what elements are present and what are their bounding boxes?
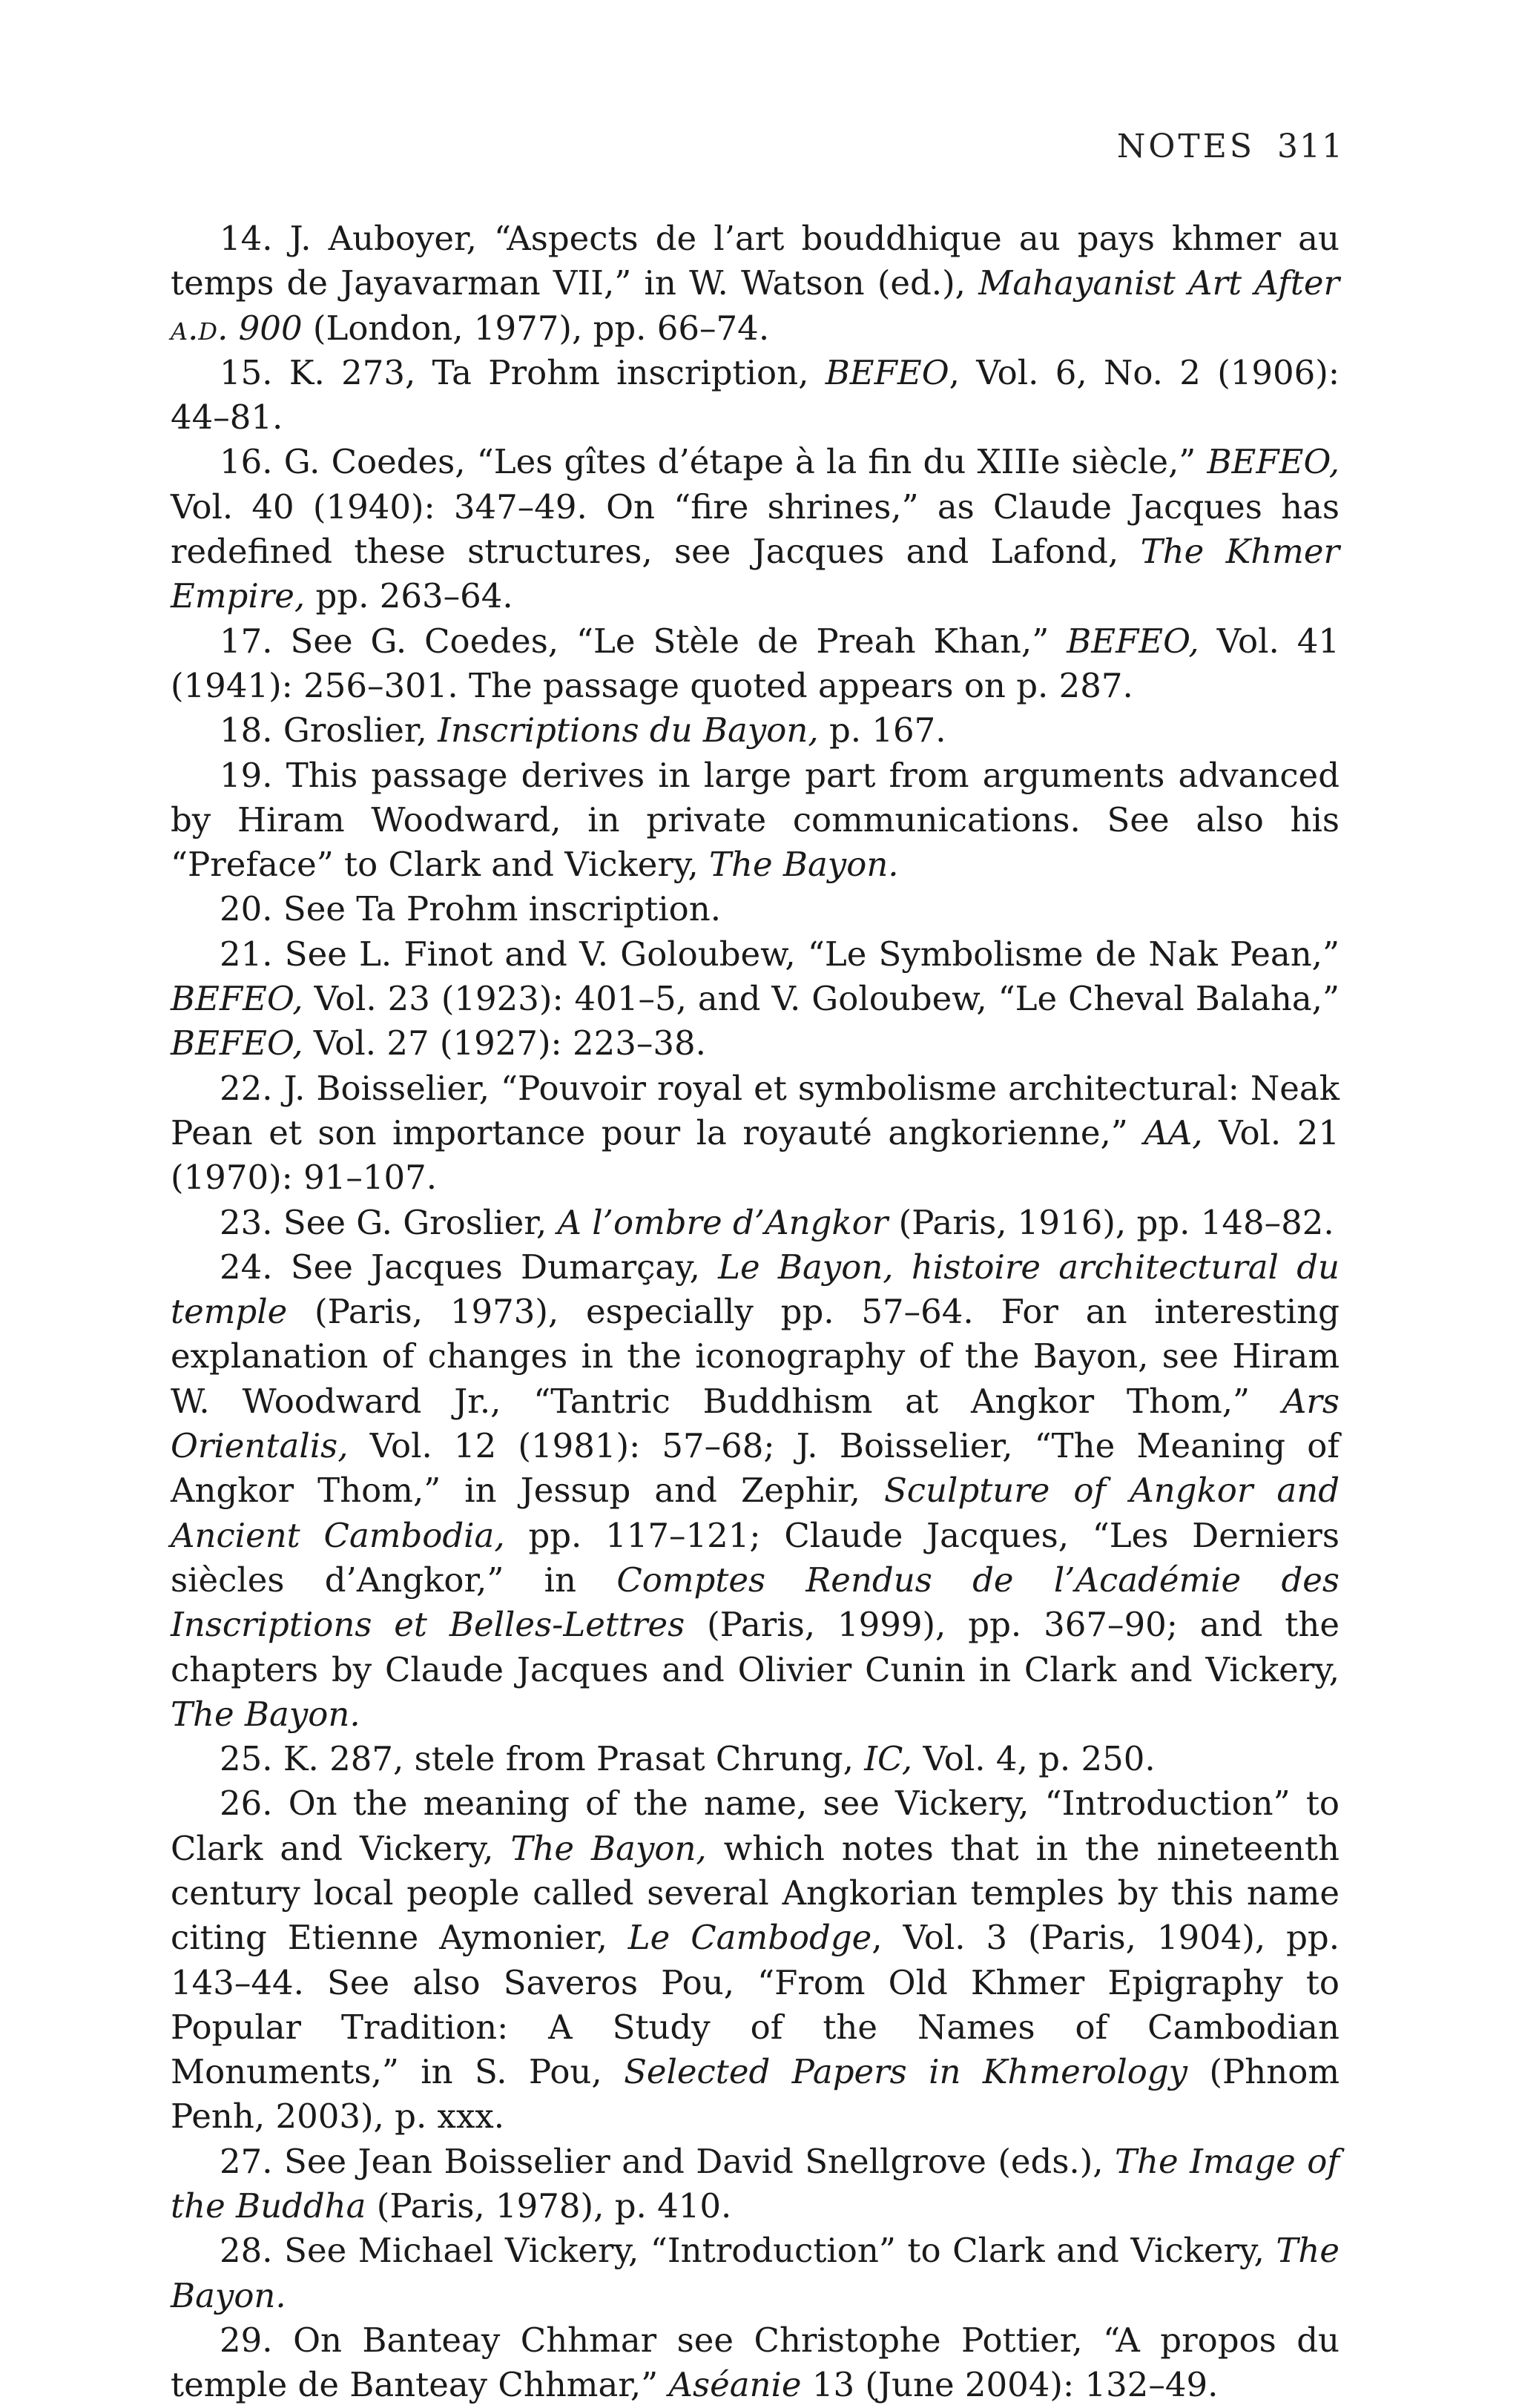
- endnote-text: , Vol. 3 (Paris, 1904), pp. 143–44. See also Saveros Pou, “From Old Khmer Epigraphy to Popular Tradition: A Study of the Names of Cambodian Monuments,” in S. Pou,: [171, 1918, 1340, 2092]
- endnote-text: (Paris, 1916), pp. 148–82.: [888, 1202, 1334, 1242]
- endnote-number: 28.: [220, 2231, 285, 2271]
- endnote-text: Vol. 4, p. 250.: [912, 1739, 1156, 1779]
- endnote-text: (Phnom Penh, 2003), p. xxx.: [171, 2052, 1340, 2137]
- endnote-number: 16.: [220, 442, 284, 482]
- endnote-text: Vol. 12 (1981): 57–68; J. Boisselier, “The Meaning of Angkor Thom,” in Jessup and Zephir,: [171, 1426, 1340, 1511]
- endnote-title-text: a.d.: [171, 308, 228, 348]
- endnote-number: 19.: [220, 755, 286, 795]
- endnote-text: 13 (June 2004): 132–49.: [801, 2365, 1219, 2405]
- endnote-title-text: Comptes Rendus de l’Académie des Inscriptions et Belles-Lettres: [171, 1560, 1340, 1645]
- endnote-number: 14.: [220, 219, 290, 258]
- endnote-text: See G. Coedes, “Le Stèle de Preah Khan,”: [290, 621, 1067, 661]
- endnote-title-text: BEFEO,: [1067, 621, 1199, 661]
- endnote: [171, 932, 1340, 1066]
- endnote-title-text: Selected Papers in Khmerology: [624, 2052, 1188, 2092]
- endnote-text: G. Coedes, “Les gîtes d’étape à la fin du XIIIe siècle,”: [283, 442, 1207, 482]
- endnote-text: On Banteay Chhmar see Christophe Pottier, “A propos du temple de Banteay Chhmar,”: [171, 2320, 1340, 2405]
- endnote-text: See Ta Prohm inscription.: [283, 889, 721, 929]
- endnote-text: p. 167.: [818, 710, 946, 751]
- endnote-text: Vol. 40 (1940): 347–49. On “fire shrines,” as Claude Jacques has redefined these structures, see Jacques and Lafond,: [171, 486, 1340, 572]
- endnote-title-text: The Bayon.: [708, 845, 899, 885]
- endnote-number: 27.: [220, 2141, 285, 2181]
- endnote-text: Vol. 27 (1927): 223–38.: [303, 1023, 706, 1063]
- endnote-title-text: Ars Orientalis,: [171, 1381, 1340, 1466]
- endnote-title-text: Sculpture of Angkor and Ancient Cambodia,: [171, 1471, 1340, 1555]
- endnote-number: 29.: [220, 2320, 294, 2360]
- endnote-text: (Paris, 1973), especially pp. 57–64. For an interesting explanation of changes in the iconography of the Bayon, see Hiram W. Woodward Jr., “Tantric Buddhism at Angkor Thom,”: [171, 1292, 1340, 1421]
- endnotes-list: [171, 217, 1340, 2408]
- endnote-title-text: BEFEO,: [171, 1023, 303, 1063]
- endnote-title-text: Le Bayon, histoire architectural du temple: [171, 1247, 1340, 1332]
- endnote-text: See G. Groslier,: [283, 1202, 558, 1242]
- endnote: [171, 2140, 1340, 2229]
- endnote-title-text: The Image of the Buddha: [171, 2141, 1340, 2226]
- endnote-text: K. 273, Ta Prohm inscription,: [289, 352, 826, 392]
- endnote-title-text: BEFEO,: [1207, 442, 1340, 482]
- page-number: 311: [1277, 128, 1344, 165]
- endnote-title-text: The Bayon.: [171, 2231, 1340, 2315]
- endnote-text: See Jacques Dumarçay,: [290, 1247, 719, 1287]
- endnote-text: Vol. 41 (1941): 256–301. The passage quoted appears on p. 287.: [171, 621, 1340, 705]
- endnote-text: (Paris, 1999), pp. 367–90; and the chapters by Claude Jacques and Olivier Cunin in Clark and Vickery,: [171, 1605, 1340, 1689]
- endnote-title-text: Mahayanist Art After: [978, 263, 1340, 303]
- endnote-text: On the meaning of the name, see Vickery, “Introduction” to Clark and Vickery,: [171, 1784, 1340, 1868]
- endnote-number: 15.: [220, 352, 289, 392]
- endnote-text: J. Boisselier, “Pouvoir royal et symbolisme architectural: Neak Pean et son importance pour la royauté angkorienne,”: [171, 1068, 1340, 1152]
- endnote: [171, 2229, 1340, 2318]
- endnote: [171, 440, 1340, 619]
- endnote-title-text: The Bayon,: [510, 1828, 707, 1868]
- endnote-title-text: BEFEO,: [171, 979, 303, 1019]
- endnote-number: 24.: [220, 1247, 291, 1287]
- endnote-text: J. Auboyer, “Aspects de l’art bouddhique au pays khmer au temps de Jayavarman VII,” in W. Watson (ed.),: [171, 219, 1340, 303]
- endnote-text: Vol. 23 (1923): 401–5, and V. Goloubew, “Le Cheval Balaha,”: [303, 979, 1340, 1019]
- running-head-section: NOTES: [1116, 128, 1256, 165]
- endnote: [171, 1201, 1340, 1245]
- endnote-title-text: Aséanie: [668, 2365, 802, 2405]
- endnote-number: 18.: [220, 710, 283, 751]
- endnote-text: Groslier,: [283, 710, 438, 751]
- endnote: [171, 619, 1340, 709]
- endnote-number: 25.: [220, 1739, 283, 1779]
- endnote-number: 20.: [220, 889, 283, 929]
- endnote-number: 26.: [220, 1784, 289, 1824]
- endnote-text: pp. 263–64.: [305, 576, 513, 616]
- endnote: [171, 2318, 1340, 2408]
- endnote-text: See Michael Vickery, “Introduction” to Clark and Vickery,: [284, 2231, 1276, 2271]
- endnote-title-text: The Khmer Empire,: [171, 532, 1340, 616]
- endnote-text: , Vol. 6, No. 2 (1906): 44–81.: [171, 352, 1340, 438]
- endnote-number: 21.: [220, 934, 285, 974]
- endnote-title-text: The Bayon.: [171, 1694, 360, 1734]
- endnote-number: 22.: [220, 1068, 284, 1108]
- endnote-text: which notes that in the nineteenth century local people called several Angkorian temples by this name citing Etienne Aymonier,: [171, 1828, 1340, 1958]
- endnote: [171, 708, 1340, 753]
- endnote: [171, 1781, 1340, 2139]
- endnote-title-text: Le Cambodge: [627, 1918, 872, 1958]
- endnote-text: pp. 117–121; Claude Jacques, “Les Derniers siècles d’Angkor,” in: [171, 1515, 1340, 1600]
- endnote-title-text: AA,: [1144, 1112, 1203, 1152]
- endnote-text: K. 287, stele from Prasat Chrung,: [283, 1739, 865, 1779]
- endnote-number: 23.: [220, 1202, 283, 1242]
- endnote: [171, 1066, 1340, 1201]
- endnote: [171, 1737, 1340, 1781]
- endnote-title-text: BEFEO: [825, 352, 949, 392]
- running-head: [1117, 128, 1344, 165]
- endnote-title-text: 900: [228, 308, 303, 348]
- endnote-number: 17.: [220, 621, 291, 661]
- endnote-text: See L. Finot and V. Goloubew, “Le Symbolisme de Nak Pean,”: [284, 934, 1340, 974]
- endnote-title-text: IC,: [864, 1739, 913, 1779]
- endnote-text: (London, 1977), pp. 66–74.: [302, 308, 770, 348]
- endnote-text: See Jean Boisselier and David Snellgrove (eds.),: [284, 2141, 1116, 2181]
- endnote-title-text: A l’ombre d’Angkor: [557, 1202, 889, 1242]
- endnote: [171, 351, 1340, 441]
- endnote: [171, 753, 1340, 888]
- endnote-text: Vol. 21 (1970): 91–107.: [171, 1112, 1340, 1198]
- endnote-text: (Paris, 1978), p. 410.: [366, 2186, 732, 2226]
- endnote-text: This passage derives in large part from arguments advanced by Hiram Woodward, in private communications. See also his “Preface” to Clark and Vickery,: [171, 755, 1340, 885]
- endnote-title-text: Inscriptions du Bayon,: [438, 710, 819, 751]
- endnote: [171, 217, 1340, 351]
- endnote: [171, 887, 1340, 931]
- endnote: [171, 1245, 1340, 1737]
